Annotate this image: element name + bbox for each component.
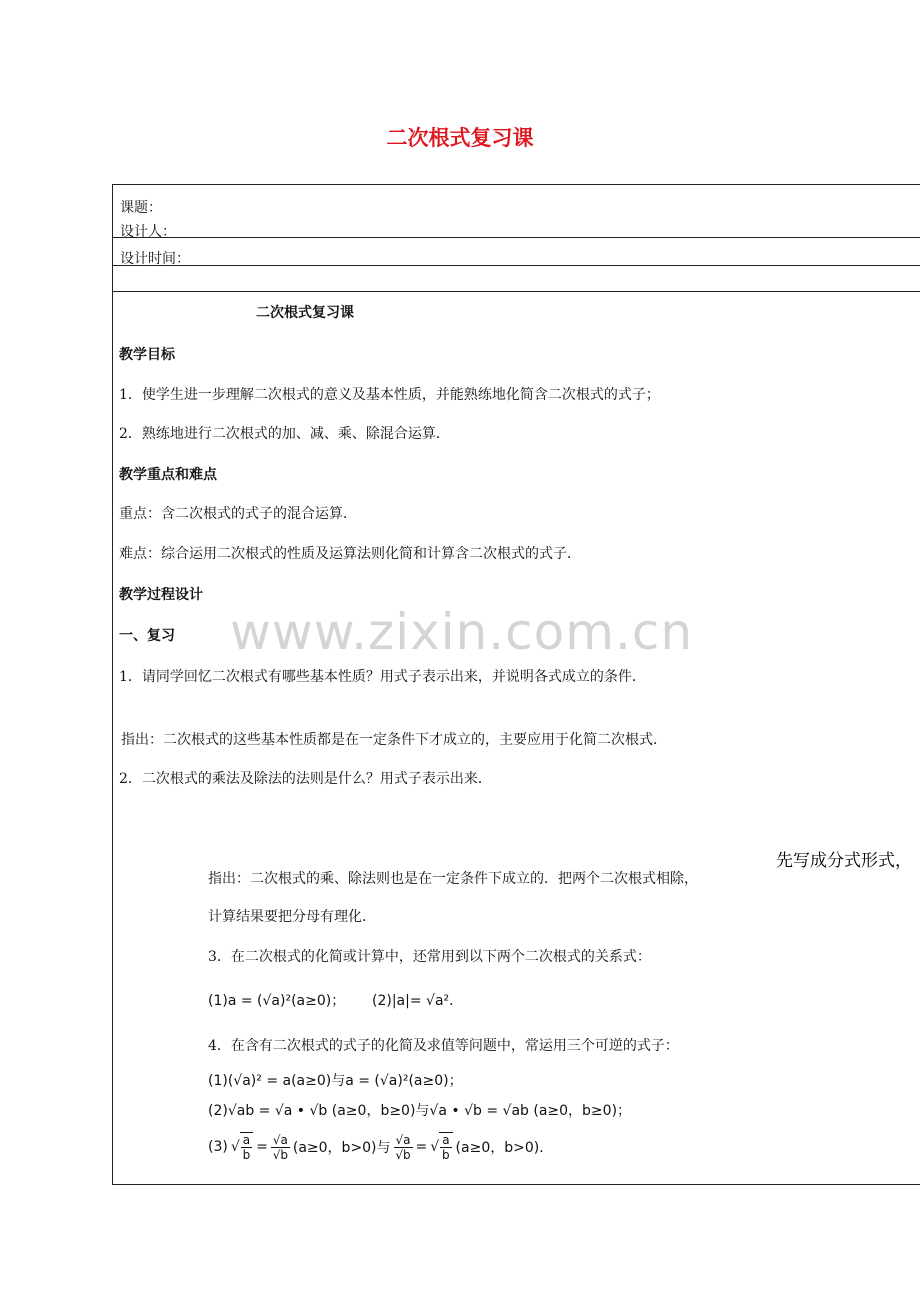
- review-item-2: 2．二次根式的乘法及除法的法则是什么？用式子表示出来．: [119, 771, 492, 787]
- equals-sign: =: [415, 1139, 428, 1155]
- note-1: 指出：二次根式的这些基本性质都是在一定条件下才成立的，主要应用于化简二次根式．: [121, 732, 667, 748]
- formula-4-3: [208, 1132, 553, 1162]
- sqrt-fraction-1: √ $\frac{a}{b}$: [231, 1132, 253, 1162]
- key-point: 重点：含二次根式的式子的混合运算．: [119, 506, 357, 522]
- equals-sign: =: [256, 1139, 268, 1155]
- formula-4-2: (2)√ab = √a • √b (a≥0，b≥0)与√a • √b = √ab (a≥0，b≥0)；: [208, 1103, 632, 1119]
- formula-3-2: (2)|a|= √a²．: [372, 993, 464, 1009]
- goal-title: 教学目标: [119, 347, 175, 363]
- formula-4-1: (1)(√a)² = a(a≥0)与a = (√a)²(a≥0)；: [208, 1073, 463, 1089]
- review-item-4: 4．在含有二次根式的式子的化简及求值等问题中，常运用三个可逆的式子：: [208, 1038, 679, 1054]
- review-title: 一、复习: [119, 628, 175, 644]
- goal-item-2: 2．熟练地进行二次根式的加、减、乘、除混合运算．: [119, 426, 450, 442]
- process-title: 教学过程设计: [119, 587, 203, 603]
- content-heading: 二次根式复习课: [256, 305, 354, 321]
- designer-label: 设计人：: [120, 224, 176, 240]
- row-divider: [113, 237, 920, 238]
- fraction-1: $\frac{√a}{√b}$: [272, 1132, 288, 1162]
- row-divider: [113, 265, 920, 266]
- review-item-1: 1．请同学回忆二次根式有哪些基本性质？用式子表示出来，并说明各式成立的条件．: [119, 669, 646, 685]
- fraction-2: $\frac{√a}{√b}$: [395, 1132, 411, 1162]
- formula-4-3-index: (3): [208, 1139, 228, 1155]
- topic-label: 课题：: [120, 200, 162, 216]
- sqrt-fraction-2: √ $\frac{a}{b}$: [430, 1132, 452, 1162]
- watermark-text: www.zixin.com.cn: [230, 603, 694, 661]
- design-time-label: 设计时间：: [120, 251, 190, 267]
- key-title: 教学重点和难点: [119, 467, 217, 483]
- goal-item-1: 1．使学生进一步理解二次根式的意义及基本性质，并能熟练地化简含二次根式的式子；: [119, 387, 660, 403]
- formula-4-3-condition-2: (a≥0，b>0)．: [455, 1140, 554, 1156]
- note-2-line-2: 计算结果要把分母有理化．: [208, 909, 376, 925]
- note-2-line-1: 指出：二次根式的乘、除法则也是在一定条件下成立的．把两个二次根式相除，: [208, 871, 698, 887]
- side-note: 先写成分式形式，: [776, 851, 912, 871]
- review-item-3: 3．在二次根式的化简或计算中，还常用到以下两个二次根式的关系式：: [208, 949, 651, 965]
- row-divider: [113, 291, 920, 292]
- formula-3-1: (1)a = (√a)²(a≥0)；: [208, 993, 346, 1009]
- formula-4-3-condition-1: (a≥0，b>0)与: [292, 1140, 391, 1156]
- difficult-point: 难点：综合运用二次根式的性质及运算法则化简和计算含二次根式的式子．: [119, 546, 581, 562]
- document-title: 二次根式复习课: [386, 126, 534, 150]
